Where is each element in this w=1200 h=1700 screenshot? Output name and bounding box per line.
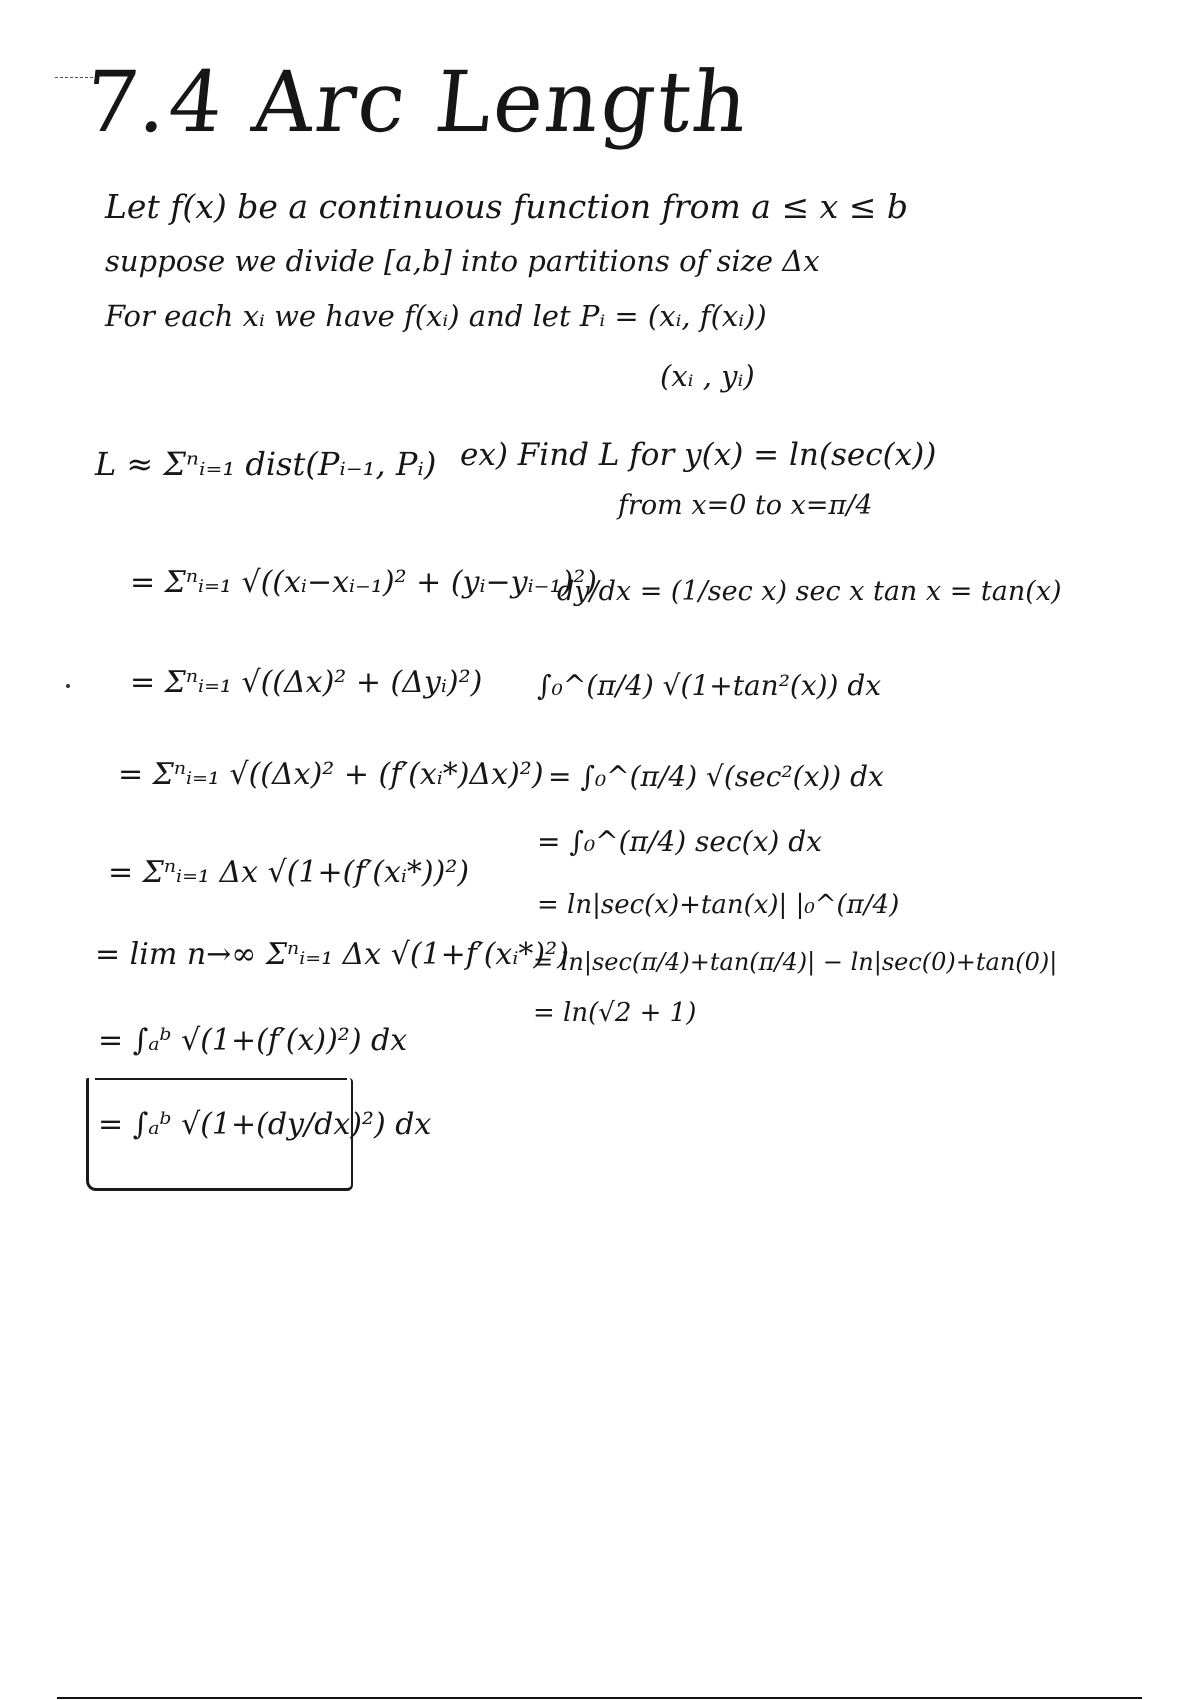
example-step-6: = ln|sec(π/4)+tan(π/4)| − ln|sec(0)+tan(0)| xyxy=(533,948,1058,976)
boxed-result: = ∫ₐᵇ √(1+(dy/dx)²) dx xyxy=(98,1107,432,1142)
page-title: 7.4 Arc Length xyxy=(79,53,755,151)
derivation-step-7: = ∫ₐᵇ √(1+(f′(x))²) dx xyxy=(98,1023,408,1058)
derivation-step-6: = lim n→∞ Σⁿᵢ₌₁ Δx √(1+f′(xᵢ*)²) xyxy=(95,937,569,972)
derivation-step-5: = Σⁿᵢ₌₁ Δx √(1+(f′(xᵢ*))²) xyxy=(108,855,470,890)
example-step-7: = ln(√2 + 1) xyxy=(533,998,697,1028)
derivation-step-1: L ≈ Σⁿᵢ₌₁ dist(Pᵢ₋₁, Pᵢ) xyxy=(95,445,437,483)
example-step-1: dy/dx = (1/sec x) sec x tan x = tan(x) xyxy=(557,576,1062,607)
derivation-step-4: = Σⁿᵢ₌₁ √((Δx)² + (f′(xᵢ*)Δx)²) xyxy=(118,757,544,792)
intro-line-1: Let f(x) be a continuous function from a ≤ x ≤ b xyxy=(105,187,908,226)
derivation-step-2: = Σⁿᵢ₌₁ √((xᵢ−xᵢ₋₁)² + (yᵢ−yᵢ₋₁)²) xyxy=(130,565,597,600)
example-line-1: ex) Find L for y(x) = ln(sec(x)) xyxy=(460,437,937,473)
example-step-2: ∫₀^(π/4) √(1+tan²(x)) dx xyxy=(537,669,882,702)
intro-line-2: suppose we divide [a,b] into partitions of size Δx xyxy=(105,244,820,278)
intro-line-3: For each xᵢ we have f(xᵢ) and let Pᵢ = (xᵢ, f(xᵢ)) xyxy=(105,299,767,333)
example-step-4: = ∫₀^(π/4) sec(x) dx xyxy=(537,825,822,858)
intro-line-4: (xᵢ , yᵢ) xyxy=(660,359,755,393)
example-line-2: from x=0 to x=π/4 xyxy=(618,490,873,521)
example-step-5: = ln|sec(x)+tan(x)| |₀^(π/4) xyxy=(537,890,900,920)
stray-dot xyxy=(66,684,70,688)
derivation-step-3: = Σⁿᵢ₌₁ √((Δx)² + (Δyᵢ)²) xyxy=(130,665,483,700)
example-step-3: = ∫₀^(π/4) √(sec²(x)) dx xyxy=(548,760,884,793)
page-bottom-rule xyxy=(57,1697,1142,1699)
